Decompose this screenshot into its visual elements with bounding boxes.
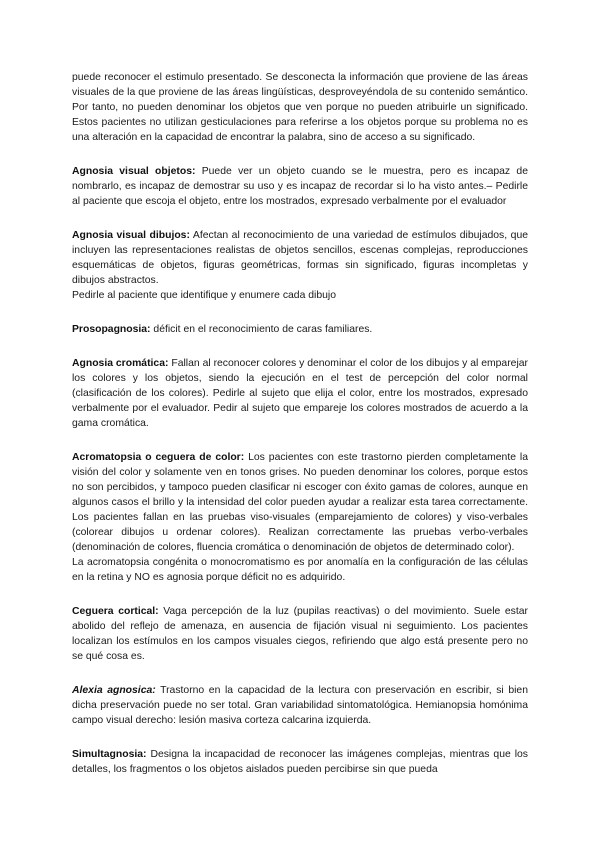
section-prosopagnosia bbox=[72, 322, 528, 337]
section-text: Los pacientes con este trastorno pierden completamente la visión del color y solamente ven en tonos grises. No pueden denominar los colores, porque estos no son percibidos, y tampoco pueden clasificar ni escoger con éxito gamas de colores, aunque en algunos casos el brillo y la intensidad del color pueden ayudar a realizar esta tarea correctamente. Los pacientes fallan en las pruebas viso-visuales (emparejamiento de colores) y viso-verbales (colorear dibujos u ordenar colores). Realizan correctamente las pruebas verbo-verbales (denominación de colores, fluencia cromática o denominación de objetos de determinado color). bbox=[72, 452, 529, 553]
section-term: Agnosia visual objetos: bbox=[72, 166, 196, 177]
section-ceguera-cortical bbox=[72, 604, 528, 664]
section-extra: La acromatopsia congénita o monocromatismo es por anomalía en la configuración de las células en la retina y NO es agnosia porque déficit no es adquirido. bbox=[72, 557, 528, 583]
intro-text: puede reconocer el estimulo presentado. Se desconecta la información que proviene de las áreas visuales de la que proviene de las áreas lingüísticas, desproveyéndola de su contenido semántico. Por tanto, no pueden denominar los objetos que ven porque no pueden atribuirle un significado. Estos pacientes no utilizan gesticulaciones para referirse a los objetos porque su problema no es una alteración en la capacidad de encontrar la palabra, sino de acceso a su significado. bbox=[72, 72, 528, 143]
section-text: déficit en el reconocimiento de caras familiares. bbox=[150, 324, 373, 335]
section-text: Afectan al reconocimiento de una variedad de estímulos dibujados, que incluyen las representaciones realistas de objetos sencillos, escenas complejas, reproducciones esquemáticas de objetos, figuras geométricas, formas sin significado, figuras incompletas y dibujos abstractos. bbox=[72, 230, 529, 286]
section-extra: Pedirle al paciente que identifique y enumere cada dibujo bbox=[72, 290, 336, 301]
intro-paragraph bbox=[72, 70, 528, 145]
section-term: Agnosia cromática: bbox=[72, 358, 169, 369]
section-text: Trastorno en la capacidad de la lectura con preservación en escribir, si bien dicha preservación puede no ser total. Gran variabilidad sintomatológica. Hemianopsia homónima campo visual derecho: lesión masiva corteza calcarina izquierda. bbox=[72, 685, 528, 726]
section-agnosia-visual-dibujos bbox=[72, 228, 528, 303]
section-term: Ceguera cortical: bbox=[72, 606, 159, 617]
section-term: Simultagnosia: bbox=[72, 749, 147, 760]
section-agnosia-cromatica bbox=[72, 356, 528, 431]
section-term: Acromatopsia o ceguera de color: bbox=[72, 452, 245, 463]
section-term: Prosopagnosia: bbox=[72, 324, 151, 335]
section-text: Designa la incapacidad de reconocer las imágenes complejas, mientras que los detalles, los fragmentos o los objetos aislados pueden percibirse sin que pueda bbox=[72, 749, 528, 775]
document-page bbox=[72, 70, 528, 796]
section-text: Vaga percepción de la luz (pupilas reactivas) o del movimiento. Suele estar abolido del reflejo de amenaza, en ausencia de fijación visual ni seguimiento. Los pacientes localizan los estímulos en los campos visuales ciegos, refiriendo que algo está presente pero no se qué cosa es. bbox=[72, 606, 529, 662]
section-text: Puede ver un objeto cuando se le muestra, pero es incapaz de nombrarlo, es incapaz de demostrar su uso y es incapaz de recordar si lo ha visto antes.– Pedirle al paciente que escoja el objeto, entre los mostrados, expresado verbalmente por el evaluador bbox=[72, 166, 528, 207]
section-term: Agnosia visual dibujos: bbox=[72, 230, 190, 241]
section-agnosia-visual-objetos bbox=[72, 164, 528, 209]
section-simultagnosia bbox=[72, 747, 528, 777]
section-alexia-agnosica bbox=[72, 683, 528, 728]
section-term: Alexia agnosica: bbox=[72, 685, 156, 696]
section-text: Fallan al reconocer colores y denominar el color de los dibujos y al emparejar los colores y los objetos, siendo la ejecución en el test de percepción del color normal (clasificación de los colores). Pedirle al sujeto que elija el color, entre los mostrados, expresado verbalmente por el evaluador. Pedir al sujeto que empareje los colores mostrados de acuerdo a la gama cromática. bbox=[72, 358, 528, 429]
section-acromatopsia bbox=[72, 450, 528, 585]
